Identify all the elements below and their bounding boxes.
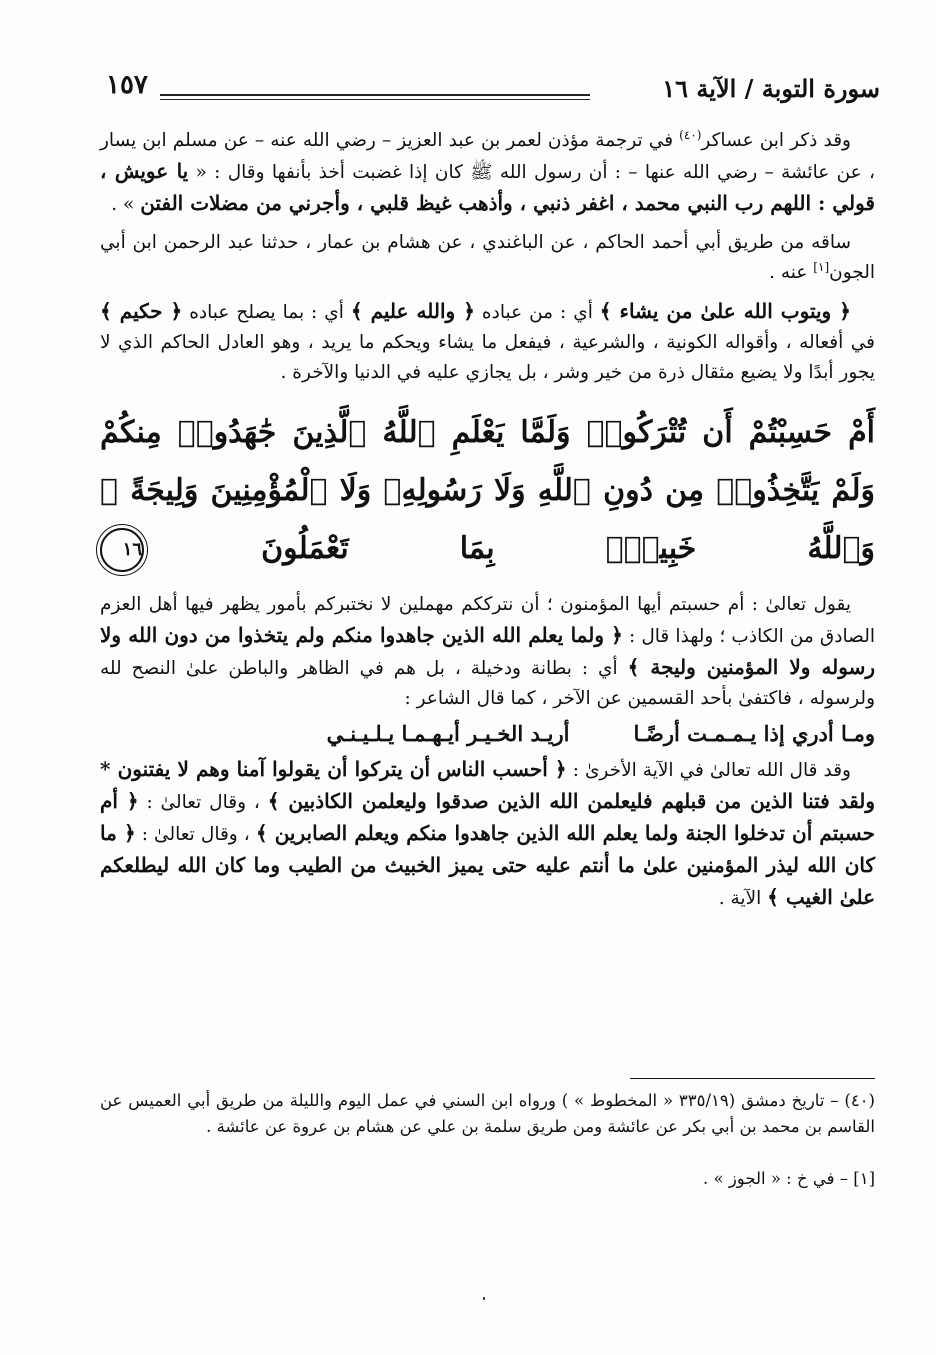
- paragraph-related-verses: [100, 754, 875, 914]
- footnote-ref-40[interactable]: (٤٠): [679, 127, 702, 142]
- paragraph-tafsir: [100, 296, 875, 388]
- page-number: ١٥٧: [106, 70, 148, 100]
- footnote-separator: [630, 1078, 875, 1079]
- main-text: [100, 126, 875, 914]
- hemistich-first: ومـا أدري إذا يـمـمـت أرضًـا: [633, 721, 875, 746]
- footnote-label: (٤٠) –: [824, 1091, 875, 1110]
- hadith-supplication: يا عويش ، قولي : اللهم رب النبي محمد ، اغفر ذنبي ، وأذهب غيظ قلبي ، وأجرني من مضلات الفتن: [100, 159, 875, 215]
- quran-quote: ﴿ أم حسبتم أن تدخلوا الجنة ولما يعلم الله الذين جاهدوا منكم ويعلم الصابرين ﴾: [100, 789, 876, 845]
- paragraph-text: في أفعاله ، وأقواله الكونية ، والشرعية ، فيفعل ما يشاء ويحكم ما يريد ، وهو العادل الحاكم الذي لا يجور أبدًا ولا يضيع مثقال ذرة من خير وشر ، بل يجازي عليه في الدنيا والآخرة .: [100, 332, 875, 383]
- paragraph-text: وقد قال الله تعالىٰ في الآية الأخرىٰ :: [566, 760, 851, 781]
- paragraph-text: الآية .: [718, 888, 768, 909]
- quran-quote: ﴿ ويتوب الله علىٰ من يشاء ﴾: [599, 299, 851, 323]
- header-rule: [160, 94, 590, 100]
- paragraph-text: ، وقال تعالىٰ :: [138, 792, 268, 813]
- verse-text: أَمْ حَسِبْتُمْ أَن تُتْرَكُوا۟ وَلَمَّا يَعْلَمِ ٱللَّهُ ٱلَّذِينَ جَٰهَدُوا۟ مِنكُمْ وَلَمْ يَتَّخِذُوا۟ مِن دُونِ ٱللَّهِ وَلَا رَسُولِهِۦ وَلَا ٱلْمُؤْمِنِينَ وَلِيجَةً ۚ وَٱللَّهُ خَبِيرٌۢ بِمَا تَعْمَلُونَ: [100, 415, 875, 566]
- ayah-number-marker: ١٦: [100, 528, 144, 572]
- paragraph-text: ساقه من طريق أبي أحمد الحاكم ، عن الباغندي ، عن هشام بن عمار ، حدثنا عبد الرحمن ابن أبي الجون: [100, 232, 875, 283]
- paragraph-isnad: [100, 228, 875, 288]
- footnotes: [100, 1088, 875, 1192]
- paragraph-hadith: [100, 126, 875, 220]
- hemistich-second: أريـد الخـيـر أيـهـمـا يـلـيـنـي: [326, 721, 570, 746]
- quran-quote: ﴿ ما كان الله ليذر المؤمنين علىٰ ما أنتم عليه حتى يميز الخبيث من الطيب وما كان الله ليطلعكم علىٰ الغيب ﴾: [100, 821, 875, 909]
- paragraph-text: أي : بطانة ودخيلة ، بل هم في الظاهر والباطن علىٰ النصح لله ولرسوله ، فاكتفىٰ بأحد القسمين عن الآخر ، كما قال الشاعر :: [100, 658, 875, 709]
- quran-quote: ﴿ والله عليم ﴾: [350, 299, 475, 323]
- print-speck: [483, 1297, 485, 1300]
- paragraph-explanation: [100, 590, 875, 714]
- running-title: سورة التوبة / الآية ١٦: [662, 74, 880, 103]
- paragraph-text: ، وقال تعالىٰ :: [135, 824, 256, 845]
- footnote-40: [100, 1088, 875, 1140]
- quran-verse: [100, 404, 875, 578]
- paragraph-text: » .: [111, 194, 141, 215]
- footnote-text: تاريخ دمشق (٣٣٥/١٩ « المخطوط » ) ورواه ابن السني في عمل اليوم والليلة من طريق أبي العميس عن القاسم بن محمد بن أبي بكر عن عائشة ومن طريق سلمة بن علي عن هشام بن عروة عن عائشة .: [100, 1091, 875, 1136]
- paragraph-text: أي : بما يصلح عباده: [182, 302, 351, 323]
- quran-quote: ﴿ أحسب الناس أن يتركوا أن يقولوا آمنا وهم لا يفتنون * ولقد فتنا الذين من قبلهم فليعلمن الله الذين صدقوا وليعلمن الكاذبين ﴾: [100, 757, 876, 813]
- quran-quote: ﴿ حكيم ﴾: [100, 299, 183, 323]
- paragraph-text: أي : من عباده: [474, 302, 600, 323]
- page-header: [100, 66, 880, 112]
- quran-quote: ﴿ ولما يعلم الله الذين جاهدوا منكم ولم يتخذوا من دون الله ولا رسوله ولا المؤمنين وليجة ﴾: [100, 623, 876, 679]
- footnote-ref-1[interactable]: [١]: [813, 259, 830, 274]
- paragraph-text: يقول تعالىٰ : أم حسبتم أيها المؤمنون ؛ أن نترككم مهملين لا نختبركم بأمور يظهر فيها أهل العزم الصادق من الكاذب ؛ ولهذا قال :: [100, 594, 875, 647]
- footnote-1: [١] – في خ : « الجوز » .: [703, 1169, 875, 1188]
- poetry-verse: [100, 714, 875, 754]
- paragraph-text: في ترجمة مؤذن لعمر بن عبد العزيز – رضي الله عنه – عن مسلم ابن يسار ، عن عائشة – رضي الله عنها – : أن رسول الله ﷺ كان إذا غضبت أخذ بأنفها وقال : «: [100, 130, 875, 183]
- paragraph-text: عنه .: [769, 262, 814, 283]
- paragraph-text: وقد ذكر ابن عساكر: [701, 130, 851, 151]
